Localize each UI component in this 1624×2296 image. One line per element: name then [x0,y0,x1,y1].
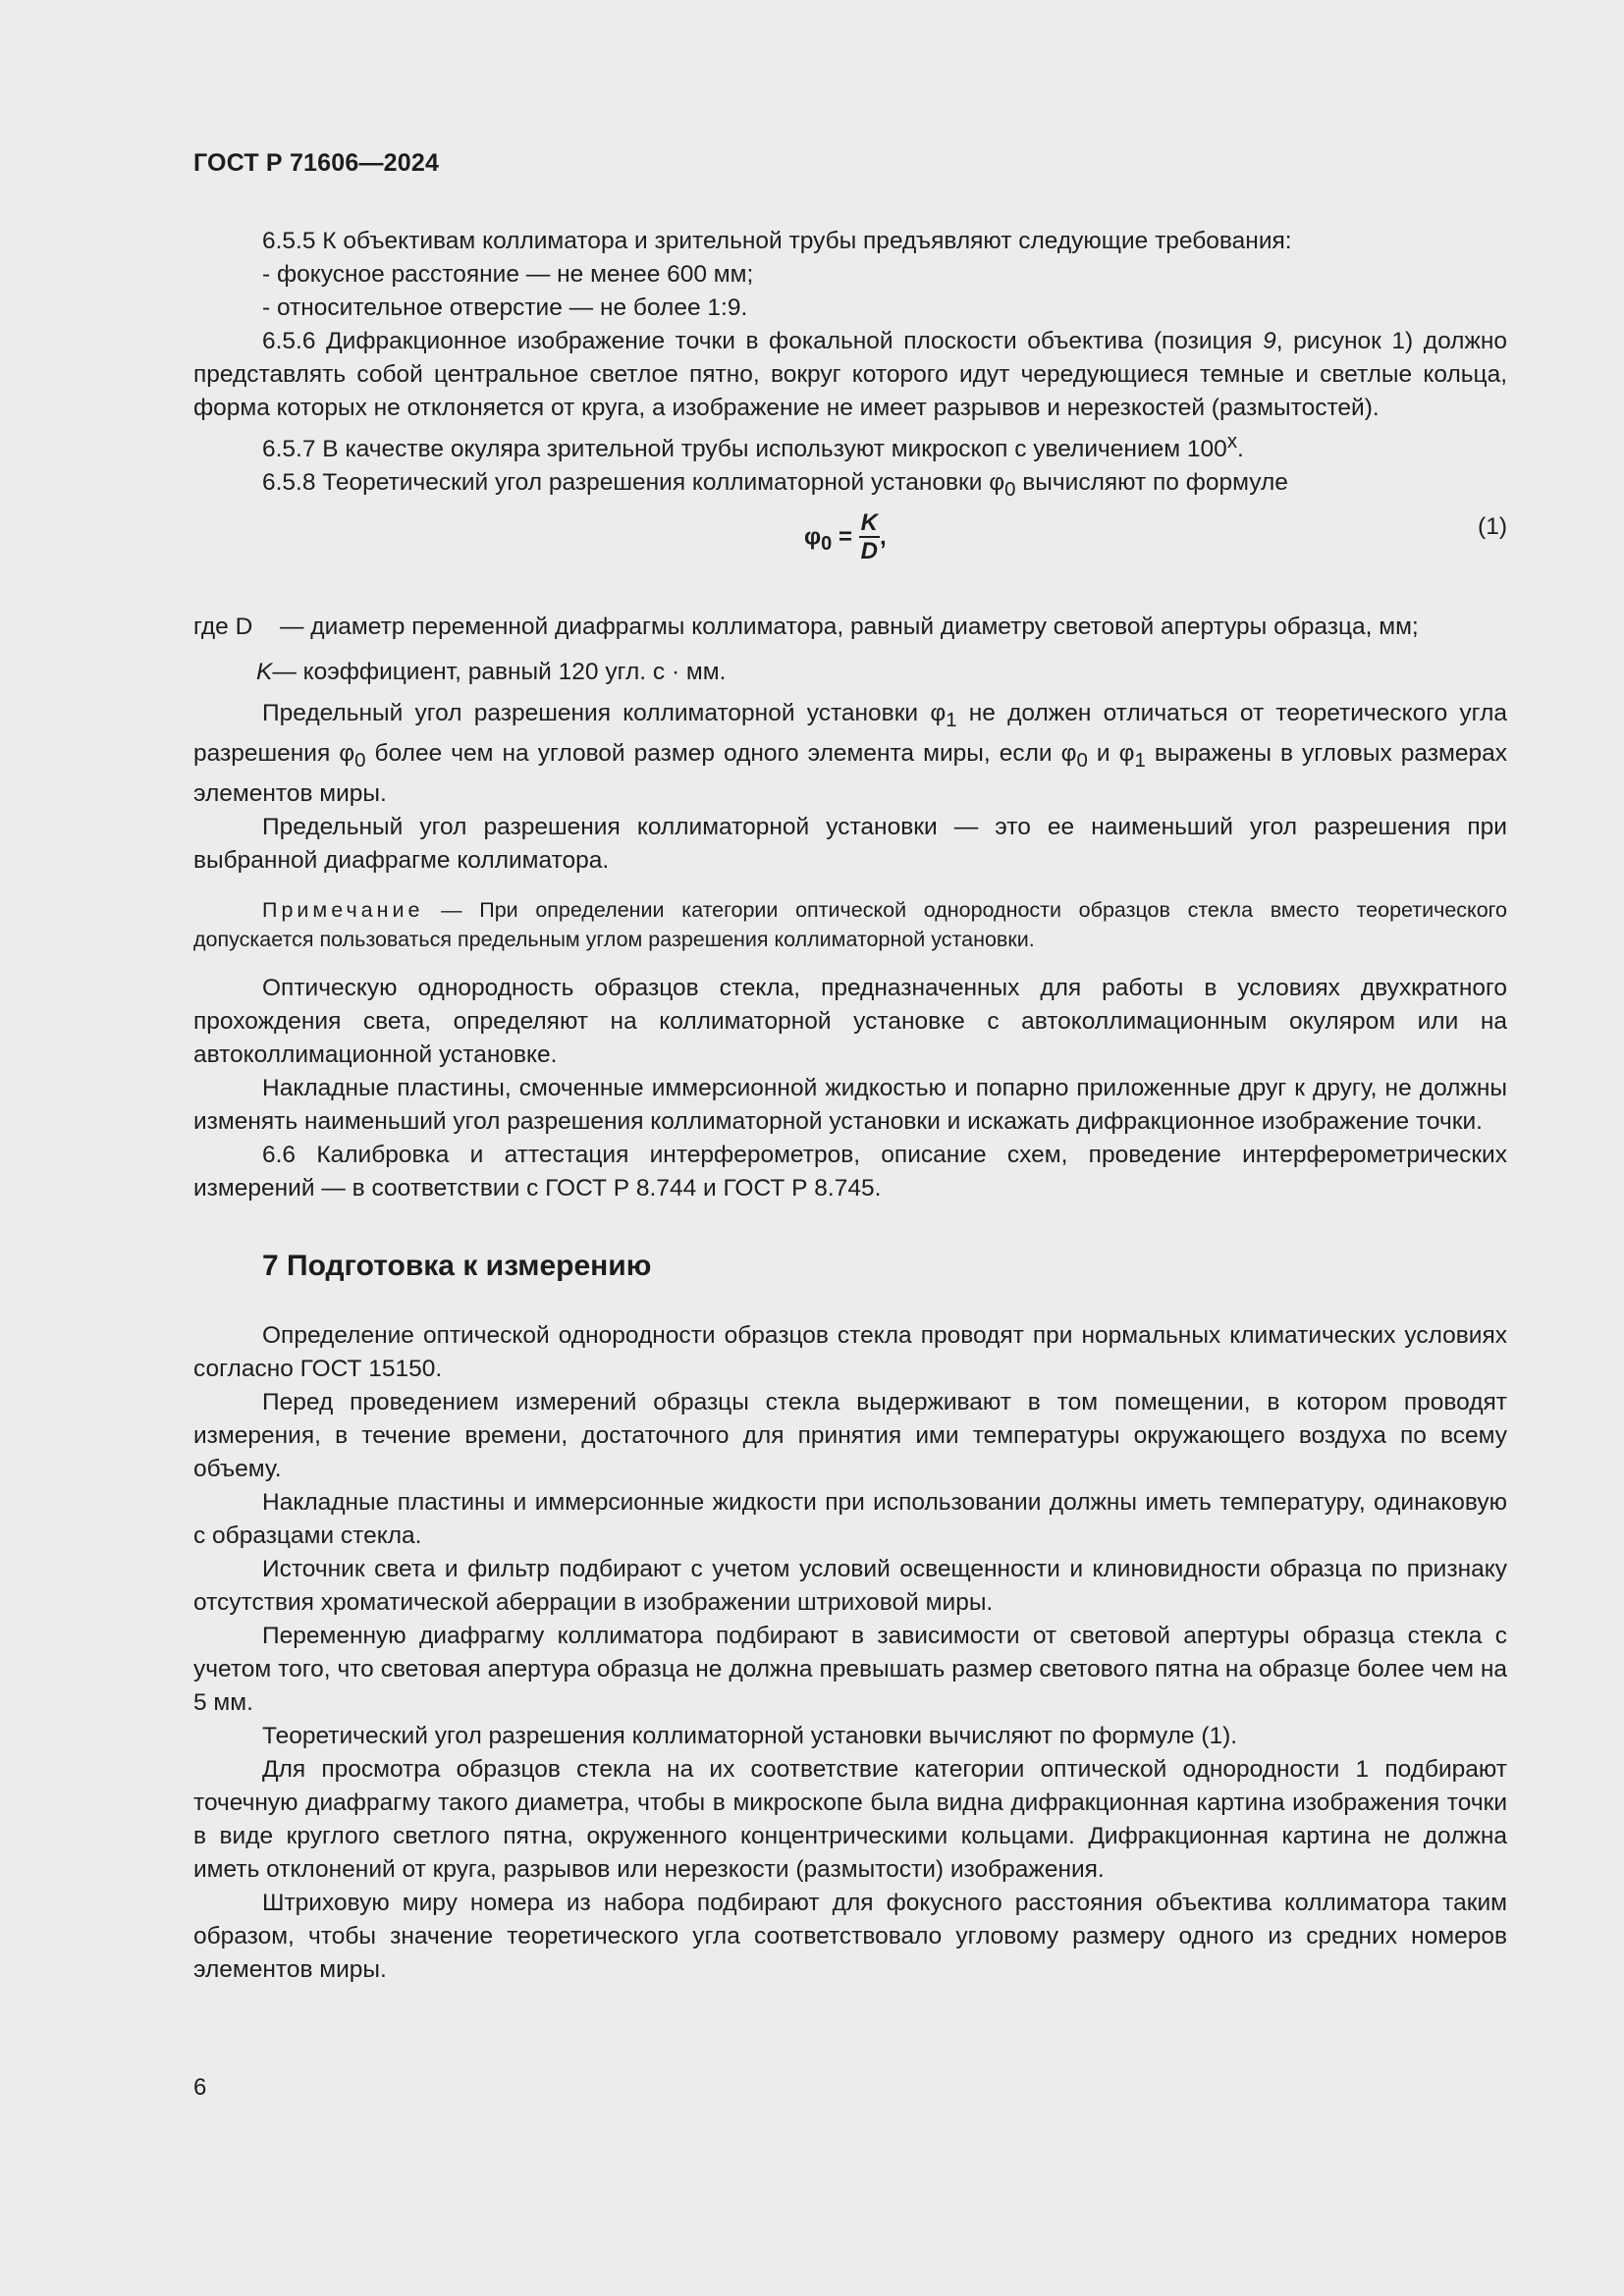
definition-desc: — коэффициент, равный 120 угл. с · мм. [272,659,727,686]
clause-6-5-6: 6.5.6 Дифракционное изображение точки в фокальной плоскости объектива (позиция 9, рисунок 1) должно представлять собой центральное светлое пятно, вокруг которого идут чередующиеся темные и светлые кольца, форма которых не отклоняется от круга, а изображение не имеет разрывов и нерезкостей (размытостей). [193,328,1508,421]
paragraph-limit-definition: Предельный угол разрешения коллиматорной установки — это ее наименьший угол разрешения при выбранной диафрагме коллиматора. [193,813,1507,874]
paragraph-double-pass: Оптическую однородность образцов стекла, предназначенных для работы в условиях двухкратного прохождения света, определяют на коллиматорной установке с автоколлимационным окуляром или на автоколлимационной установке. [193,974,1507,1068]
list-item-aperture: - относительное отверстие — не более 1:9. [262,294,748,321]
section-7-paragraph: Теоретический угол разрешения коллиматорной установки вычисляют по формуле (1). [262,1722,1238,1749]
definition-term: K [256,659,273,686]
section-7-paragraph: Штриховую миру номера из набора подбирают для фокусного расстояния объектива коллиматора таким образом, чтобы значение теоретического угла соответствовало угловому размеру одного из средних номеров элементов миры. [193,1889,1507,1983]
formula-expression: $\varphi_0$ = $\frac{K}{D}$ , [804,509,887,565]
definition-desc: — диаметр переменной диафрагмы коллиматора, равный диаметру световой апертуры образца, мм; [280,614,1419,641]
paragraph-limit-angle: Предельный угол разрешения коллиматорной установки $\varphi_1$ не должен отличаться от теоретического угла разрешения $\varphi_0$ более чем на угловой размер одного элемента миры, если $\varphi_0$ и $\varphi_1$ выражены в угловых размерах элементов миры. [193,700,1507,807]
note: Примечание — При определении категории оптической однородности образцов стекла вместо теоретического допускается пользоваться предельным углом разрешения коллиматорной установки. [193,897,1507,951]
paragraph-plates: Накладные пластины, смоченные иммерсионной жидкостью и попарно приложенные друг к другу, не должны изменять наименьший угол разрешения коллиматорной установки и искажать дифракционное изображение точки. [193,1074,1507,1135]
page-number: 6 [193,2074,207,2101]
clause-6-5-7: 6.5.7 В качестве окуляра зрительной трубы используют микроскоп с увеличением $100^х$. [262,431,1244,463]
formula-number: (1) [1478,513,1507,541]
section-7-paragraph: Определение оптической однородности образцов стекла проводят при нормальных климатических условиях согласно ГОСТ 15150. [193,1321,1507,1382]
document-header: ГОСТ Р 71606—2024 [193,149,440,177]
clause-6-6: 6.6 Калибровка и аттестация интерферометров, описание схем, проведение интерферометрических измерений — в соответствии с ГОСТ Р 8.744 и ГОСТ Р 8.745. [193,1141,1507,1201]
formula-1 [193,510,1507,571]
note-label: Примечание [262,897,424,922]
list-item-focal-length: - фокусное расстояние — не менее 600 мм; [262,261,754,288]
definition-k [193,656,1507,689]
section-7-paragraph: Накладные пластины и иммерсионные жидкости при использовании должны иметь температуру, одинаковую с образцами стекла. [193,1488,1507,1549]
formula-fraction: $\frac{K}{D}$ [860,509,878,565]
section-7-paragraph: Перед проведением измерений образцы стекла выдерживают в том помещении, в котором проводят измерения, в течение времени, достаточного для принятия ими температуры окружающего воздуха по всему объему. [193,1388,1507,1482]
section-7-heading: 7 Подготовка к измерению [262,1249,652,1282]
definition-term: где D [193,614,253,641]
clause-6-5-5: 6.5.5 К объективам коллиматора и зрительной трубы предъявляют следующие требования: [262,228,1292,254]
definition-d [193,611,1507,644]
document-body [193,225,1507,1987]
section-7-paragraph: Для просмотра образцов стекла на их соответствие категории оптической однородности 1 подбирают точечную диафрагму такого диаметра, чтобы в микроскопе была видна дифракционная картина изображения точки в виде круглого светлого пятна, окруженного концентрическими кольцами. Дифракционная картина не должна иметь отклонений от круга, разрывов или нерезкости (размытости) изображения. [193,1755,1507,1883]
section-7-paragraph: Переменную диафрагму коллиматора подбирают в зависимости от световой апертуры образца стекла с учетом того, что световая апертура образца не должна превышать размер светового пятна на образце более чем на 5 мм. [193,1622,1507,1716]
clause-6-5-8: 6.5.8 Теоретический угол разрешения коллиматорной установки $\varphi_0$ вычисляют по формуле [262,469,1288,502]
variable-definitions [193,611,1507,689]
section-7-paragraph: Источник света и фильтр подбирают с учетом условий освещенности и клиновидности образца по признаку отсутствия хроматической аберрации в изображении штриховой миры. [193,1555,1507,1616]
